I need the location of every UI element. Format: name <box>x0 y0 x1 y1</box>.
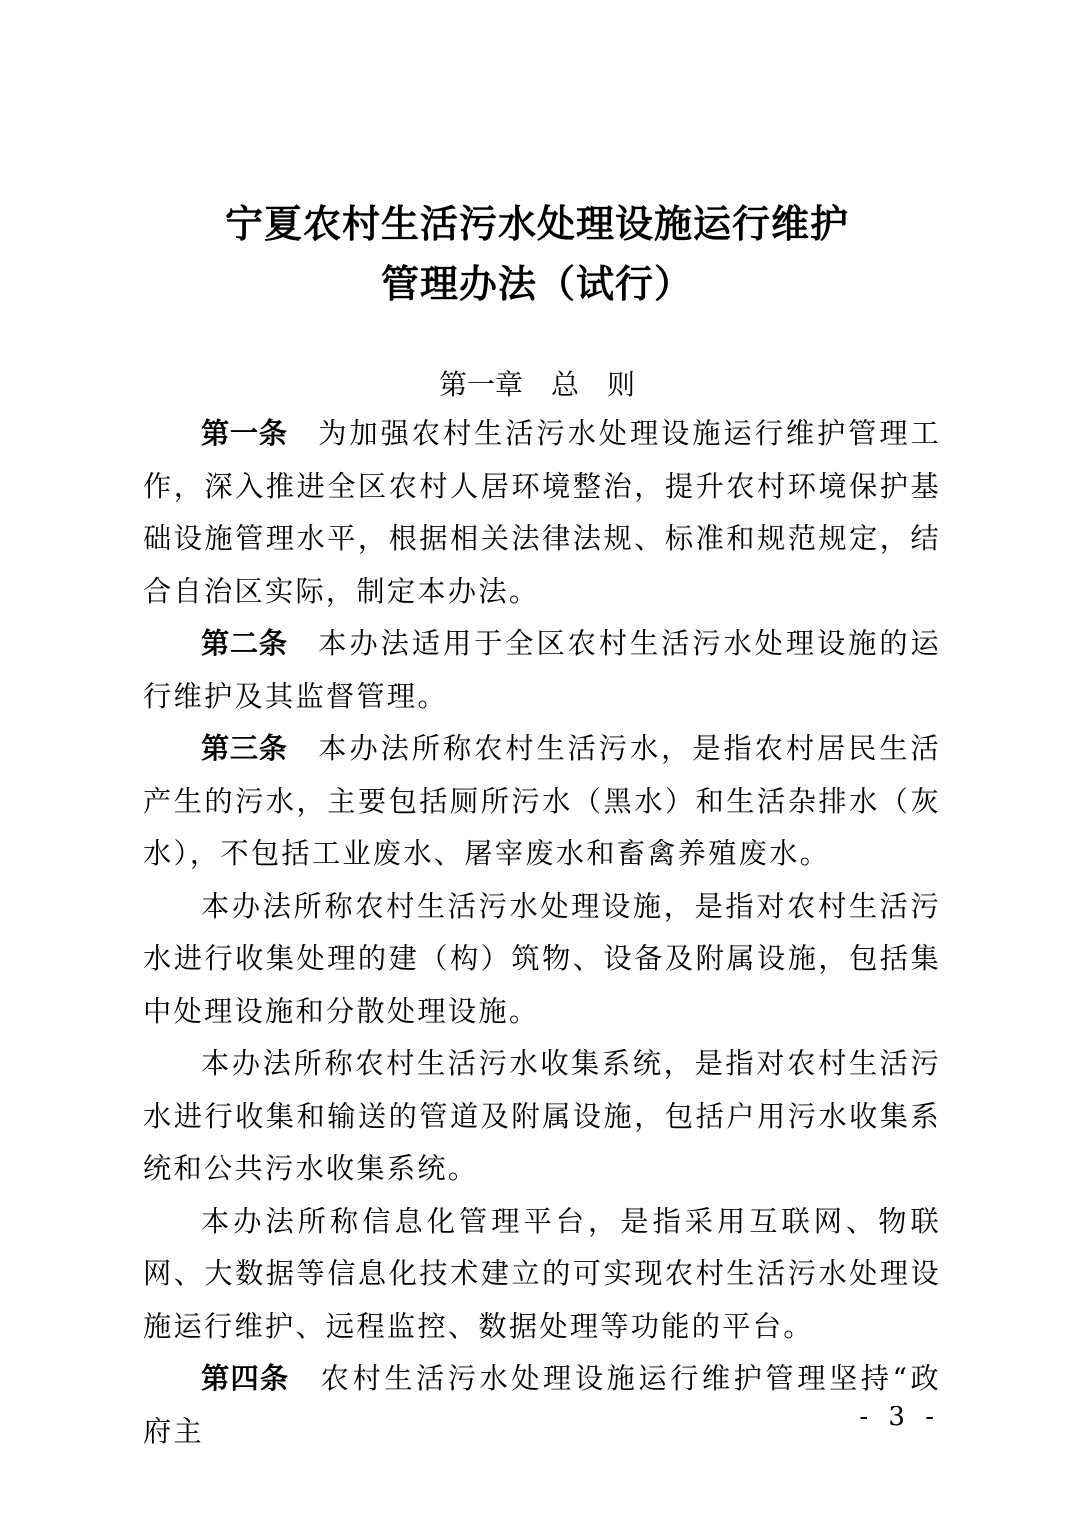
paragraph <box>143 1353 941 1458</box>
paragraph-text: 本办法适用于全区农村生活污水处理设施的运行维护及其监督管理。 <box>143 627 941 713</box>
paragraph <box>143 1196 941 1354</box>
chapter-name-part-1: 总 <box>550 368 579 401</box>
document-title-line-1: 宁夏农村生活污水处理设施运行维护 <box>224 201 849 246</box>
article-label: 第三条 <box>201 732 288 765</box>
article-label: 第四条 <box>201 1362 290 1395</box>
paragraph <box>143 618 941 723</box>
chapter-heading <box>0 363 1074 403</box>
document-body <box>143 408 941 1458</box>
paragraph-text: 农村生活污水处理设施运行维护管理坚持“政府主 <box>143 1362 941 1448</box>
paragraph-text: 本办法所称农村生活污水收集系统，是指对农村生活污水进行收集和输送的管道及附属设施，包括户用污水收集系统和公共污水收集系统。 <box>143 1047 941 1185</box>
paragraph <box>143 408 941 618</box>
paragraph-text: 为加强农村生活污水处理设施运行维护管理工作，深入推进全区农村人居环境整治，提升农村环境保护基础设施管理水平，根据相关法律法规、标准和规范规定，结合自治区实际，制定本办法。 <box>143 417 941 608</box>
chapter-name-part-2: 则 <box>607 368 636 401</box>
article-label: 第二条 <box>201 627 288 660</box>
paragraph <box>143 881 941 1039</box>
paragraph <box>143 1038 941 1196</box>
paragraph-text: 本办法所称农村生活污水，是指农村居民生活产生的污水，主要包括厕所污水（黑水）和生活杂排水（灰水），不包括工业废水、屠宰废水和畜禽养殖废水。 <box>143 732 941 870</box>
paragraph-text: 本办法所称农村生活污水处理设施，是指对农村生活污水进行收集处理的建（构）筑物、设备及附属设施，包括集中处理设施和分散处理设施。 <box>143 889 941 1028</box>
paragraph <box>143 723 941 881</box>
document-title-line-2: 管理办法（试行） <box>380 261 693 306</box>
chapter-number: 第一章 <box>438 368 523 401</box>
paragraph-text: 本办法所称信息化管理平台，是指采用互联网、物联网、大数据等信息化技术建立的可实现农村生活污水处理设施运行维护、远程监控、数据处理等功能的平台。 <box>143 1204 941 1343</box>
article-label: 第一条 <box>201 417 288 450</box>
page-number: - 3 - <box>859 1402 940 1432</box>
